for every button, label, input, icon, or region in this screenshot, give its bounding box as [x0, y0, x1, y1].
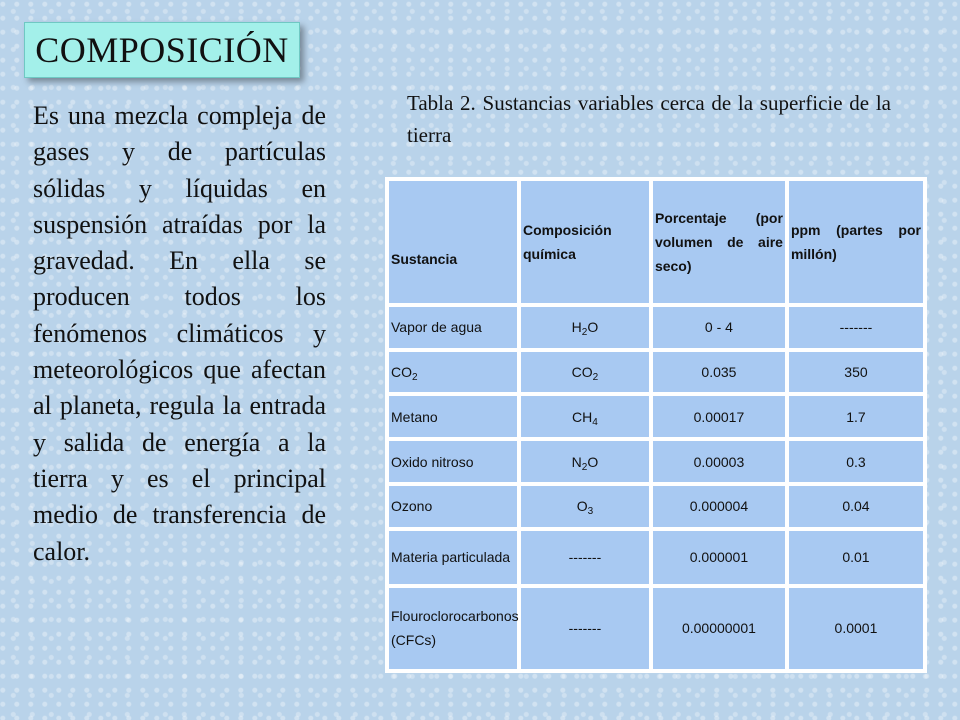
formula-subscript: 4 — [592, 416, 598, 428]
header-porcentaje — [653, 181, 785, 303]
cell-ppm: 1.7 — [789, 396, 923, 437]
table-row — [389, 396, 923, 437]
table-row — [389, 307, 923, 348]
sustancia-name: Ozono — [391, 498, 433, 515]
cell-ppm: ------- — [789, 307, 923, 348]
cell-porcentaje: 0.00017 — [653, 396, 785, 437]
formula-subscript: 2 — [581, 327, 588, 339]
header-ppm — [789, 181, 923, 303]
formula-part: ------- — [568, 549, 602, 566]
sustancia-name: Materia particulada — [391, 549, 511, 566]
table-row — [389, 588, 923, 669]
cell-ppm: 350 — [789, 352, 923, 393]
header-composicion: Composición química — [521, 181, 649, 303]
sustancia-name: CO — [391, 364, 412, 381]
substances-table — [385, 177, 927, 673]
sustancia-subscript: 2 — [412, 372, 418, 384]
header-sustancia: Sustancia — [389, 181, 517, 303]
formula-part: O — [587, 319, 599, 336]
formula-part: H — [571, 319, 582, 336]
sustancia-name: Metano — [391, 408, 438, 425]
table-row — [389, 441, 923, 482]
sustancia-name: Oxido nitroso — [391, 453, 474, 470]
cell-sustancia — [389, 486, 517, 527]
formula-part: N — [571, 453, 582, 470]
formula-part: ------- — [568, 620, 602, 637]
table-row — [389, 531, 923, 584]
cell-formula — [521, 396, 649, 437]
cell-sustancia — [389, 396, 517, 437]
cell-formula — [521, 486, 649, 527]
formula-subscript: 2 — [581, 461, 588, 473]
cell-formula — [521, 441, 649, 482]
sustancia-name: Vapor de agua — [391, 319, 482, 336]
cell-sustancia — [389, 441, 517, 482]
formula-subscript: 3 — [587, 506, 594, 518]
table-row — [389, 352, 923, 393]
cell-sustancia — [389, 588, 517, 669]
table-row — [389, 486, 923, 527]
cell-porcentaje: 0.035 — [653, 352, 785, 393]
header-porcentaje-text: Porcentaje (por volumen de aire seco) — [654, 210, 783, 274]
formula-part: O — [587, 453, 599, 470]
cell-ppm: 0.0001 — [789, 588, 923, 669]
formula-part: CO — [571, 364, 593, 381]
table-caption: Tabla 2. Sustancias variables cerca de la superficie de la tierra — [407, 91, 891, 147]
cell-formula — [521, 307, 649, 348]
cell-ppm: 0.01 — [789, 531, 923, 584]
page-title: COMPOSICIÓN — [35, 30, 289, 70]
sustancia-name: Flouroclorocarbonos (CFCs) — [391, 608, 519, 649]
cell-porcentaje: 0.00003 — [653, 441, 785, 482]
description-text: Es una mezcla compleja de gases y de partículas sólidas y líquidas en suspensión atraídas por la gravedad. En ella se producen todos los fenómenos climáticos y meteorológicos que afectan al planeta, regula la entrada y salida de energía a la tierra y es el principal medio de transferencia de calor. — [33, 101, 326, 566]
cell-ppm: 0.04 — [789, 486, 923, 527]
cell-porcentaje: 0.000001 — [653, 531, 785, 584]
cell-sustancia — [389, 307, 517, 348]
cell-sustancia — [389, 531, 517, 584]
cell-ppm: 0.3 — [789, 441, 923, 482]
cell-sustancia — [389, 352, 517, 393]
title-box — [24, 22, 300, 78]
formula-part: CH — [572, 408, 593, 425]
table-header-row — [389, 181, 923, 303]
header-ppm-text: ppm (partes por millón) — [790, 222, 921, 262]
cell-porcentaje: 0.000004 — [653, 486, 785, 527]
cell-porcentaje: 0.00000001 — [653, 588, 785, 669]
cell-formula — [521, 352, 649, 393]
cell-porcentaje: 0 - 4 — [653, 307, 785, 348]
cell-formula — [521, 588, 649, 669]
formula-part: O — [576, 498, 588, 515]
cell-formula — [521, 531, 649, 584]
formula-subscript: 2 — [592, 372, 599, 384]
